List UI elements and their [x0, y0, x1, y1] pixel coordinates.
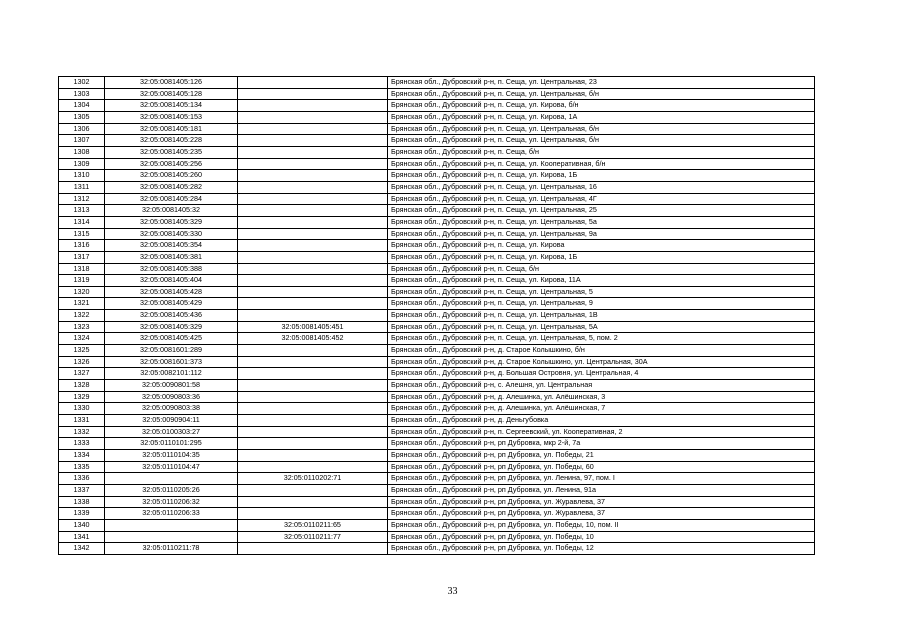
building-cadastral-number-cell: [238, 461, 388, 473]
cadastral-number-cell: 32:05:0081405:436: [105, 310, 238, 322]
building-cadastral-number-cell: [238, 216, 388, 228]
building-cadastral-number-cell: [238, 193, 388, 205]
building-cadastral-number-cell: [238, 484, 388, 496]
building-cadastral-number-cell: [238, 543, 388, 555]
table-row: [59, 519, 815, 531]
cadastral-number-cell: 32:05:0081405:330: [105, 228, 238, 240]
cadastral-number-cell: 32:05:0081405:128: [105, 88, 238, 100]
address-cell: Брянская обл., Дубровский р-н, п. Сеща, б/н: [388, 263, 815, 275]
table-row: [59, 100, 815, 112]
building-cadastral-number-cell: [238, 508, 388, 520]
table-row: [59, 345, 815, 357]
table-row: [59, 531, 815, 543]
cadastral-number-cell: 32:05:0081405:329: [105, 321, 238, 333]
building-cadastral-number-cell: [238, 77, 388, 89]
building-cadastral-number-cell: [238, 135, 388, 147]
row-number-cell: 1331: [59, 415, 105, 427]
cadastral-number-cell: 32:05:0081405:429: [105, 298, 238, 310]
row-number-cell: 1322: [59, 310, 105, 322]
address-cell: Брянская обл., Дубровский р-н, п. Сеща, ул. Кооперативная, б/н: [388, 158, 815, 170]
cadastral-number-cell: 32:05:0081405:126: [105, 77, 238, 89]
cadastral-number-cell: 32:05:0081405:256: [105, 158, 238, 170]
table-row: [59, 193, 815, 205]
row-number-cell: 1323: [59, 321, 105, 333]
page-number: 33: [447, 586, 458, 597]
building-cadastral-number-cell: [238, 368, 388, 380]
table-body: [59, 77, 815, 555]
address-cell: Брянская обл., Дубровский р-н, с. Алешня, ул. Центральная: [388, 380, 815, 392]
table-row: [59, 251, 815, 263]
row-number-cell: 1303: [59, 88, 105, 100]
table-row: [59, 111, 815, 123]
building-cadastral-number-cell: [238, 403, 388, 415]
table-row: [59, 286, 815, 298]
building-cadastral-number-cell: [238, 286, 388, 298]
cadastral-number-cell: 32:05:0081405:404: [105, 275, 238, 287]
address-cell: Брянская обл., Дубровский р-н, п. Сеща, ул. Кирова, 1Б: [388, 170, 815, 182]
row-number-cell: 1307: [59, 135, 105, 147]
building-cadastral-number-cell: 32:05:0081405:451: [238, 321, 388, 333]
address-cell: Брянская обл., Дубровский р-н, п. Сеща, б/н: [388, 146, 815, 158]
table-row: [59, 205, 815, 217]
address-cell: Брянская обл., Дубровский р-н, п. Сеща, ул. Кирова, 1А: [388, 111, 815, 123]
building-cadastral-number-cell: [238, 181, 388, 193]
cadastral-number-cell: 32:05:0100303:27: [105, 426, 238, 438]
cadastral-number-cell: 32:05:0081405:284: [105, 193, 238, 205]
row-number-cell: 1342: [59, 543, 105, 555]
address-cell: Брянская обл., Дубровский р-н, д. Деньгубовка: [388, 415, 815, 427]
row-number-cell: 1341: [59, 531, 105, 543]
table-row: [59, 158, 815, 170]
building-cadastral-number-cell: [238, 438, 388, 450]
row-number-cell: 1315: [59, 228, 105, 240]
building-cadastral-number-cell: [238, 158, 388, 170]
table-row: [59, 508, 815, 520]
row-number-cell: 1340: [59, 519, 105, 531]
table-row: [59, 135, 815, 147]
property-register-table: [58, 76, 815, 555]
table-row: [59, 146, 815, 158]
building-cadastral-number-cell: [238, 450, 388, 462]
table-row: [59, 473, 815, 485]
cadastral-number-cell: 32:05:0110211:78: [105, 543, 238, 555]
row-number-cell: 1311: [59, 181, 105, 193]
row-number-cell: 1321: [59, 298, 105, 310]
address-cell: Брянская обл., Дубровский р-н, п. Сеща, ул. Центральная, 5А: [388, 321, 815, 333]
building-cadastral-number-cell: [238, 111, 388, 123]
table-row: [59, 415, 815, 427]
cadastral-number-cell: 32:05:0110104:47: [105, 461, 238, 473]
table-row: [59, 461, 815, 473]
row-number-cell: 1336: [59, 473, 105, 485]
row-number-cell: 1327: [59, 368, 105, 380]
cadastral-number-cell: 32:05:0110206:33: [105, 508, 238, 520]
building-cadastral-number-cell: [238, 298, 388, 310]
table-row: [59, 368, 815, 380]
building-cadastral-number-cell: [238, 146, 388, 158]
building-cadastral-number-cell: [238, 170, 388, 182]
row-number-cell: 1335: [59, 461, 105, 473]
table-row: [59, 216, 815, 228]
building-cadastral-number-cell: [238, 380, 388, 392]
row-number-cell: 1332: [59, 426, 105, 438]
row-number-cell: 1302: [59, 77, 105, 89]
cadastral-number-cell: 32:05:0081405:428: [105, 286, 238, 298]
cadastral-number-cell: 32:05:0081405:329: [105, 216, 238, 228]
building-cadastral-number-cell: [238, 228, 388, 240]
row-number-cell: 1333: [59, 438, 105, 450]
address-cell: Брянская обл., Дубровский р-н, п. Сеща, ул. Центральная, 5, пом. 2: [388, 333, 815, 345]
row-number-cell: 1310: [59, 170, 105, 182]
cadastral-number-cell: 32:05:0081601:289: [105, 345, 238, 357]
cadastral-number-cell: 32:05:0081405:354: [105, 240, 238, 252]
building-cadastral-number-cell: 32:05:0081405:452: [238, 333, 388, 345]
row-number-cell: 1304: [59, 100, 105, 112]
building-cadastral-number-cell: [238, 356, 388, 368]
row-number-cell: 1326: [59, 356, 105, 368]
table-row: [59, 438, 815, 450]
building-cadastral-number-cell: 32:05:0110211:77: [238, 531, 388, 543]
row-number-cell: 1334: [59, 450, 105, 462]
table-row: [59, 450, 815, 462]
table-row: [59, 275, 815, 287]
row-number-cell: 1324: [59, 333, 105, 345]
address-cell: Брянская обл., Дубровский р-н, рп Дубровка, ул. Победы, 10, пом. II: [388, 519, 815, 531]
cadastral-number-cell: 32:05:0081405:425: [105, 333, 238, 345]
row-number-cell: 1339: [59, 508, 105, 520]
cadastral-number-cell: 32:05:0081601:373: [105, 356, 238, 368]
table-row: [59, 356, 815, 368]
table-row: [59, 426, 815, 438]
row-number-cell: 1338: [59, 496, 105, 508]
table-row: [59, 88, 815, 100]
cadastral-number-cell: [105, 519, 238, 531]
building-cadastral-number-cell: [238, 251, 388, 263]
cadastral-number-cell: 32:05:0081405:32: [105, 205, 238, 217]
address-cell: Брянская обл., Дубровский р-н, д. Алешинка, ул. Алёшинская, 7: [388, 403, 815, 415]
cadastral-number-cell: [105, 473, 238, 485]
cadastral-number-cell: 32:05:0110205:26: [105, 484, 238, 496]
table-row: [59, 77, 815, 89]
table-row: [59, 543, 815, 555]
address-cell: Брянская обл., Дубровский р-н, рп Дубровка, ул. Победы, 60: [388, 461, 815, 473]
address-cell: Брянская обл., Дубровский р-н, рп Дубровка, ул. Победы, 21: [388, 450, 815, 462]
address-cell: Брянская обл., Дубровский р-н, рп Дубровка, ул. Журавлева, 37: [388, 496, 815, 508]
address-cell: Брянская обл., Дубровский р-н, д. Алешинка, ул. Алёшинская, 3: [388, 391, 815, 403]
address-cell: Брянская обл., Дубровский р-н, п. Сеща, ул. Центральная, 16: [388, 181, 815, 193]
address-cell: Брянская обл., Дубровский р-н, п. Сеща, ул. Кирова, б/н: [388, 100, 815, 112]
address-cell: Брянская обл., Дубровский р-н, п. Сеща, ул. Кирова, 1Б: [388, 251, 815, 263]
building-cadastral-number-cell: 32:05:0110202:71: [238, 473, 388, 485]
address-cell: Брянская обл., Дубровский р-н, п. Сеща, ул. Кирова, 11А: [388, 275, 815, 287]
cadastral-number-cell: 32:05:0081405:282: [105, 181, 238, 193]
cadastral-number-cell: 32:05:0090801:58: [105, 380, 238, 392]
address-cell: Брянская обл., Дубровский р-н, п. Сеща, ул. Центральная, 4Г: [388, 193, 815, 205]
building-cadastral-number-cell: [238, 205, 388, 217]
address-cell: Брянская обл., Дубровский р-н, п. Сеща, ул. Центральная, б/н: [388, 135, 815, 147]
table-row: [59, 298, 815, 310]
address-cell: Брянская обл., Дубровский р-н, рп Дубровка, ул. Ленина, 91а: [388, 484, 815, 496]
building-cadastral-number-cell: [238, 123, 388, 135]
cadastral-number-cell: 32:05:0081405:134: [105, 100, 238, 112]
row-number-cell: 1319: [59, 275, 105, 287]
table-row: [59, 333, 815, 345]
address-cell: Брянская обл., Дубровский р-н, п. Сеща, ул. Центральная, 5а: [388, 216, 815, 228]
address-cell: Брянская обл., Дубровский р-н, п. Сергеевский, ул. Кооперативная, 2: [388, 426, 815, 438]
cadastral-number-cell: 32:05:0110104:35: [105, 450, 238, 462]
address-cell: Брянская обл., Дубровский р-н, п. Сеща, ул. Кирова: [388, 240, 815, 252]
address-cell: Брянская обл., Дубровский р-н, п. Сеща, ул. Центральная, 9а: [388, 228, 815, 240]
cadastral-number-cell: [105, 531, 238, 543]
row-number-cell: 1313: [59, 205, 105, 217]
table-row: [59, 310, 815, 322]
address-cell: Брянская обл., Дубровский р-н, п. Сеща, ул. Центральная, 25: [388, 205, 815, 217]
table-row: [59, 403, 815, 415]
address-cell: Брянская обл., Дубровский р-н, д. Старое Колышкино, б/н: [388, 345, 815, 357]
row-number-cell: 1317: [59, 251, 105, 263]
cadastral-number-cell: 32:05:0110206:32: [105, 496, 238, 508]
row-number-cell: 1320: [59, 286, 105, 298]
table-row: [59, 240, 815, 252]
row-number-cell: 1329: [59, 391, 105, 403]
building-cadastral-number-cell: [238, 263, 388, 275]
table-row: [59, 263, 815, 275]
cadastral-number-cell: 32:05:0082101:112: [105, 368, 238, 380]
table-row: [59, 321, 815, 333]
row-number-cell: 1328: [59, 380, 105, 392]
cadastral-number-cell: 32:05:0081405:153: [105, 111, 238, 123]
building-cadastral-number-cell: [238, 240, 388, 252]
address-cell: Брянская обл., Дубровский р-н, рп Дубровка, мкр 2-й, 7а: [388, 438, 815, 450]
address-cell: Брянская обл., Дубровский р-н, п. Сеща, ул. Центральная, б/н: [388, 88, 815, 100]
cadastral-number-cell: 32:05:0081405:381: [105, 251, 238, 263]
row-number-cell: 1318: [59, 263, 105, 275]
cadastral-number-cell: 32:05:0081405:181: [105, 123, 238, 135]
row-number-cell: 1337: [59, 484, 105, 496]
address-cell: Брянская обл., Дубровский р-н, рп Дубровка, ул. Победы, 10: [388, 531, 815, 543]
table-row: [59, 228, 815, 240]
building-cadastral-number-cell: [238, 345, 388, 357]
building-cadastral-number-cell: [238, 415, 388, 427]
cadastral-number-cell: 32:05:0090803:36: [105, 391, 238, 403]
table-row: [59, 380, 815, 392]
building-cadastral-number-cell: [238, 391, 388, 403]
building-cadastral-number-cell: [238, 100, 388, 112]
address-cell: Брянская обл., Дубровский р-н, п. Сеща, ул. Центральная, 23: [388, 77, 815, 89]
address-cell: Брянская обл., Дубровский р-н, рп Дубровка, ул. Журавлева, 37: [388, 508, 815, 520]
table-row: [59, 123, 815, 135]
cadastral-number-cell: 32:05:0081405:235: [105, 146, 238, 158]
row-number-cell: 1325: [59, 345, 105, 357]
table-row: [59, 391, 815, 403]
table-row: [59, 484, 815, 496]
building-cadastral-number-cell: [238, 496, 388, 508]
row-number-cell: 1308: [59, 146, 105, 158]
table-row: [59, 181, 815, 193]
building-cadastral-number-cell: [238, 426, 388, 438]
row-number-cell: 1330: [59, 403, 105, 415]
row-number-cell: 1312: [59, 193, 105, 205]
address-cell: Брянская обл., Дубровский р-н, п. Сеща, ул. Центральная, 1В: [388, 310, 815, 322]
building-cadastral-number-cell: 32:05:0110211:65: [238, 519, 388, 531]
address-cell: Брянская обл., Дубровский р-н, д. Старое Колышкино, ул. Центральная, 30А: [388, 356, 815, 368]
address-cell: Брянская обл., Дубровский р-н, п. Сеща, ул. Центральная, 5: [388, 286, 815, 298]
building-cadastral-number-cell: [238, 88, 388, 100]
cadastral-number-cell: 32:05:0081405:388: [105, 263, 238, 275]
address-cell: Брянская обл., Дубровский р-н, рп Дубровка, ул. Победы, 12: [388, 543, 815, 555]
address-cell: Брянская обл., Дубровский р-н, п. Сеща, ул. Центральная, 9: [388, 298, 815, 310]
cadastral-number-cell: 32:05:0081405:228: [105, 135, 238, 147]
address-cell: Брянская обл., Дубровский р-н, рп Дубровка, ул. Ленина, 97, пом. I: [388, 473, 815, 485]
cadastral-number-cell: 32:05:0081405:260: [105, 170, 238, 182]
address-cell: Брянская обл., Дубровский р-н, п. Сеща, ул. Центральная, б/н: [388, 123, 815, 135]
table-row: [59, 170, 815, 182]
row-number-cell: 1314: [59, 216, 105, 228]
cadastral-number-cell: 32:05:0090904:11: [105, 415, 238, 427]
building-cadastral-number-cell: [238, 275, 388, 287]
building-cadastral-number-cell: [238, 310, 388, 322]
cadastral-number-cell: 32:05:0090803:38: [105, 403, 238, 415]
table-row: [59, 496, 815, 508]
row-number-cell: 1309: [59, 158, 105, 170]
row-number-cell: 1316: [59, 240, 105, 252]
row-number-cell: 1305: [59, 111, 105, 123]
address-cell: Брянская обл., Дубровский р-н, д. Большая Островня, ул. Центральная, 4: [388, 368, 815, 380]
row-number-cell: 1306: [59, 123, 105, 135]
cadastral-number-cell: 32:05:0110101:295: [105, 438, 238, 450]
